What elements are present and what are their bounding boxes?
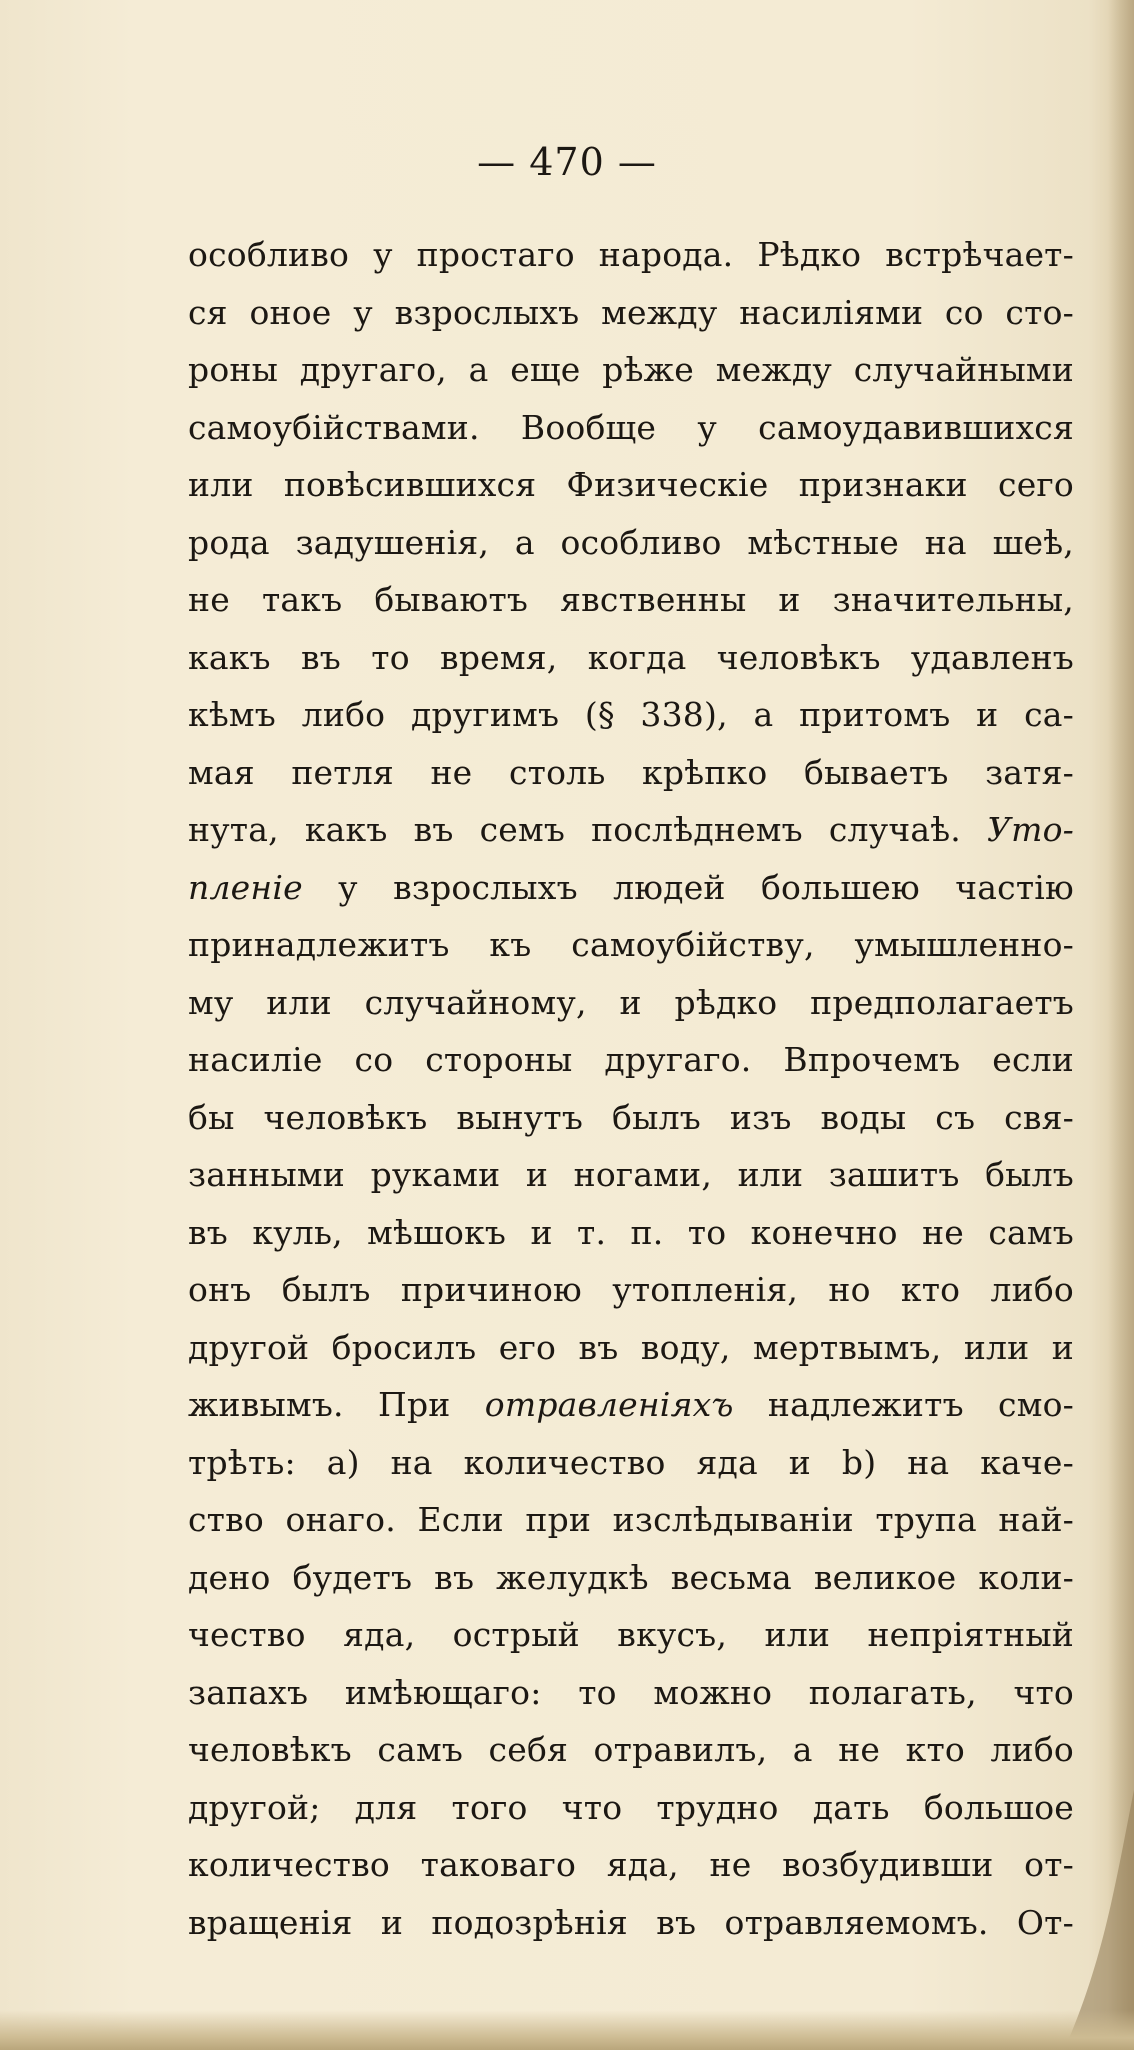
page-number: — 470 — xyxy=(477,140,657,184)
text-line: самоубійствами. Вообще у самоудавившихся xyxy=(188,407,1074,447)
italic-term: пленіе xyxy=(188,867,303,907)
italic-term: Уто- xyxy=(987,810,1074,849)
text-line: какъ въ то время, когда человѣкъ удавленъ xyxy=(188,637,1074,677)
text-line: насиліе со стороны другаго. Впрочемъ если xyxy=(188,1040,1074,1079)
text-line: въ куль, мѣшокъ и т. п. то конечно не самъ xyxy=(188,1212,1074,1252)
text-line: ство онаго. Если при изслѣдываніи трупа най- xyxy=(188,1500,1074,1539)
text-line: мая петля не столь крѣпко бываетъ затя- xyxy=(188,752,1074,792)
text-line: или повѣсившихся Физическіе признаки сего xyxy=(188,465,1074,504)
body-text xyxy=(188,226,1074,1951)
text-line: бы человѣкъ вынутъ былъ изъ воды съ свя- xyxy=(188,1097,1074,1137)
italic-term: отравленіяхъ xyxy=(484,1385,734,1424)
text-line: кѣмъ либо другимъ (§ 338), а притомъ и са- xyxy=(188,695,1074,734)
text-line: не такъ бываютъ явственны и значительны, xyxy=(188,580,1074,619)
page-edge-shadow xyxy=(1108,0,1134,2050)
text-line: пленіе у взрослыхъ людей большею частію xyxy=(188,867,1074,907)
text-line: онъ былъ причиною утопленія, но кто либо xyxy=(188,1270,1074,1309)
text-line: ся оное у взрослыхъ между насиліями со сто- xyxy=(188,292,1074,332)
text-line: нута, какъ въ семъ послѣднемъ случаѣ. Уто- xyxy=(188,810,1074,849)
page-bottom-edge xyxy=(0,2010,1134,2050)
text-line: чество яда, острый вкусъ, или непріятный xyxy=(188,1615,1074,1654)
text-line: живымъ. При отравленіяхъ надлежитъ смо- xyxy=(188,1385,1074,1424)
text-line: трѣть: а) на количество яда и b) на каче- xyxy=(188,1442,1074,1482)
text-line: запахъ имѣющаго: то можно полагать, что xyxy=(188,1672,1074,1712)
text-line: му или случайному, и рѣдко предполагаетъ xyxy=(188,982,1074,1022)
text-line: рода задушенія, а особливо мѣстные на шеѣ, xyxy=(188,522,1074,562)
text-line: другой; для того что трудно дать большое xyxy=(188,1787,1074,1827)
text-line: принадлежитъ къ самоубійству, умышленно- xyxy=(188,925,1074,964)
text-line: вращенія и подозрѣнія въ отравляемомъ. От- xyxy=(188,1902,1074,1942)
text-line: дено будетъ въ желудкѣ весьма великое коли- xyxy=(188,1557,1074,1597)
text-line: количество таковаго яда, не возбудивши от- xyxy=(188,1845,1074,1884)
text-line: другой бросилъ его въ воду, мертвымъ, или и xyxy=(188,1327,1074,1367)
text-line: занными руками и ногами, или зашитъ былъ xyxy=(188,1155,1074,1194)
text-line: человѣкъ самъ себя отравилъ, а не кто либо xyxy=(188,1730,1074,1769)
text-line: роны другаго, а еще рѣже между случайными xyxy=(188,350,1074,389)
text-line: особливо у простаго народа. Рѣдко встрѣчает- xyxy=(188,235,1074,274)
